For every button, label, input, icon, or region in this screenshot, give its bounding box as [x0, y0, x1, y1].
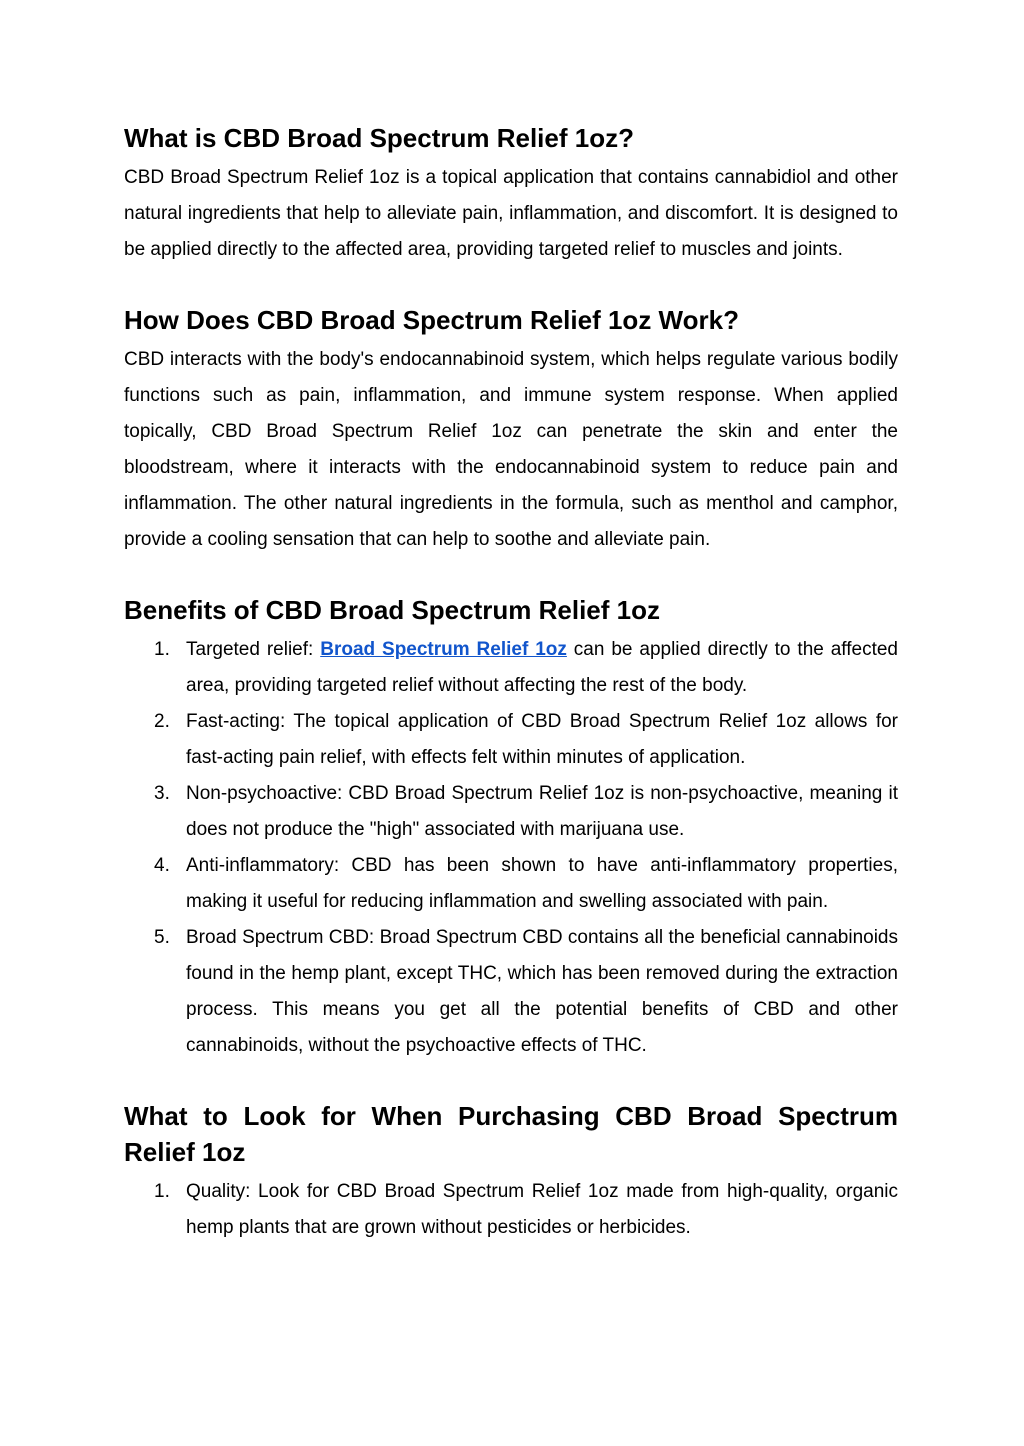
list-item — [124, 1174, 898, 1246]
product-link[interactable]: Broad Spectrum Relief 1oz — [320, 639, 567, 660]
purchasing-list — [124, 1174, 898, 1246]
list-item-text: Fast-acting: The topical application of CBD Broad Spectrum Relief 1oz allows for fast-acting pain relief, with effects felt within minutes of application. — [186, 711, 898, 768]
list-item — [124, 704, 898, 776]
section-heading: What is CBD Broad Spectrum Relief 1oz? — [124, 123, 634, 153]
list-item-suffix: can be applied directly to the affected area, providing targeted relief without affecting the rest of the body. — [186, 639, 898, 696]
section-how-it-works — [124, 302, 898, 558]
section-benefits — [124, 592, 898, 1064]
section-paragraph: CBD Broad Spectrum Relief 1oz is a topical application that contains cannabidiol and other natural ingredients that help to alleviate pain, inflammation, and discomfort. It is designed to be applied directly to the affected area, providing targeted relief to muscles and joints. — [124, 167, 898, 260]
list-item-number: 4. — [154, 855, 170, 876]
list-item-text: Non-psychoactive: CBD Broad Spectrum Relief 1oz is non-psychoactive, meaning it does not produce the "high" associated with marijuana use. — [186, 783, 898, 840]
section-purchasing — [124, 1098, 898, 1246]
section-heading: Benefits of CBD Broad Spectrum Relief 1oz — [124, 595, 660, 625]
list-item — [124, 848, 898, 920]
list-item-number: 1. — [154, 639, 170, 660]
list-item-prefix: Targeted relief: — [186, 639, 321, 660]
list-item — [124, 632, 898, 704]
section-heading: What to Look for When Purchasing CBD Broad Spectrum Relief 1oz — [124, 1101, 898, 1167]
list-item-number: 1. — [154, 1181, 170, 1202]
section-what-is — [124, 120, 898, 268]
list-item-number: 3. — [154, 783, 170, 804]
document-page — [124, 120, 898, 1278]
benefits-list — [124, 632, 898, 1064]
list-item-text: Quality: Look for CBD Broad Spectrum Relief 1oz made from high-quality, organic hemp plants that are grown without pesticides or herbicides. — [186, 1181, 898, 1238]
list-item — [124, 776, 898, 848]
section-heading: How Does CBD Broad Spectrum Relief 1oz Work? — [124, 305, 739, 335]
list-item — [124, 920, 898, 1064]
list-item-text: Broad Spectrum CBD: Broad Spectrum CBD contains all the beneficial cannabinoids found in the hemp plant, except THC, which has been removed during the extraction process. This means you get all the potential benefits of CBD and other cannabinoids, without the psychoactive effects of THC. — [186, 927, 898, 1056]
section-paragraph: CBD interacts with the body's endocannabinoid system, which helps regulate various bodily functions such as pain, inflammation, and immune system response. When applied topically, CBD Broad Spectrum Relief 1oz can penetrate the skin and enter the bloodstream, where it interacts with the endocannabinoid system to reduce pain and inflammation. The other natural ingredients in the formula, such as menthol and camphor, provide a cooling sensation that can help to soothe and alleviate pain. — [124, 349, 898, 550]
list-item-text: Anti-inflammatory: CBD has been shown to have anti-inflammatory properties, making it useful for reducing inflammation and swelling associated with pain. — [186, 855, 898, 912]
list-item-number: 2. — [154, 711, 170, 732]
list-item-number: 5. — [154, 927, 170, 948]
